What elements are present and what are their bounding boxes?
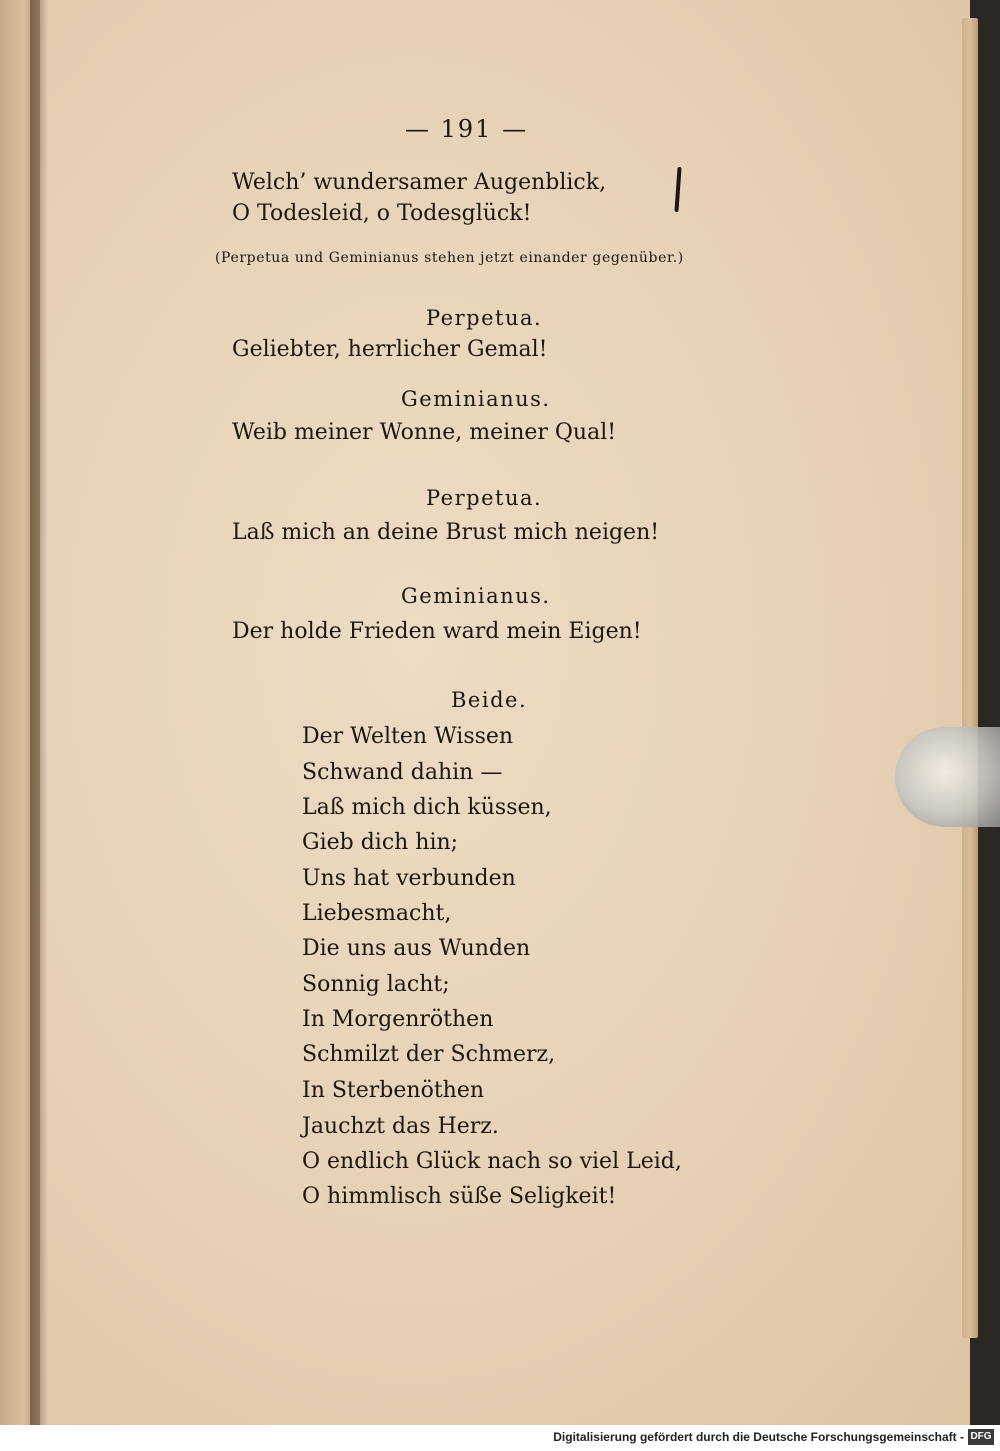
speaker-heading: Perpetua. [426, 486, 543, 510]
verse-line: Weib meiner Wonne, meiner Qual! [232, 420, 617, 445]
spine-shadow [30, 0, 48, 1425]
verse-line: Schwand dahin — [302, 760, 503, 785]
verse-line: Laß mich dich küssen, [302, 795, 552, 820]
verse-line: Laß mich an deine Brust mich neigen! [232, 520, 660, 545]
page-edge [962, 18, 978, 1338]
page-number: — 191 — [405, 115, 529, 143]
verse-line: In Sterbenöthen [302, 1078, 485, 1103]
verse-line: Uns hat verbunden [302, 866, 516, 891]
verse-line: Welch’ wundersamer Augenblick, [232, 170, 607, 195]
verse-line: O endlich Glück nach so viel Leid, [302, 1149, 682, 1174]
speaker-heading: Beide. [451, 688, 528, 712]
footer-credit: Digitalisierung gefördert durch die Deutsche Forschungsgemeinschaft - [553, 1430, 964, 1444]
verse-line: O himmlisch süße Seligkeit! [302, 1184, 617, 1209]
speaker-heading: Geminianus. [401, 387, 551, 411]
verse-line: Die uns aus Wunden [302, 936, 531, 961]
verse-line: Jauchzt das Herz. [302, 1114, 499, 1139]
verse-line: Gieb dich hin; [302, 830, 459, 855]
verse-line: Der holde Frieden ward mein Eigen! [232, 619, 642, 644]
page-clip [895, 727, 1000, 827]
verse-line: Geliebter, herrlicher Gemal! [232, 337, 548, 362]
verse-line: Sonnig lacht; [302, 972, 450, 997]
verse-line: Schmilzt der Schmerz, [302, 1042, 556, 1067]
verse-line: In Morgenröthen [302, 1007, 494, 1032]
stage-direction: (Perpetua und Geminianus stehen jetzt einander gegenüber.) [215, 250, 684, 266]
verse-line: Der Welten Wissen [302, 724, 514, 749]
verse-line: Liebesmacht, [302, 901, 452, 926]
verse-line: O Todesleid, o Todesglück! [232, 201, 532, 226]
speaker-heading: Perpetua. [426, 306, 543, 330]
speaker-heading: Geminianus. [401, 584, 551, 608]
dfg-logo-icon: DFG [968, 1429, 994, 1445]
